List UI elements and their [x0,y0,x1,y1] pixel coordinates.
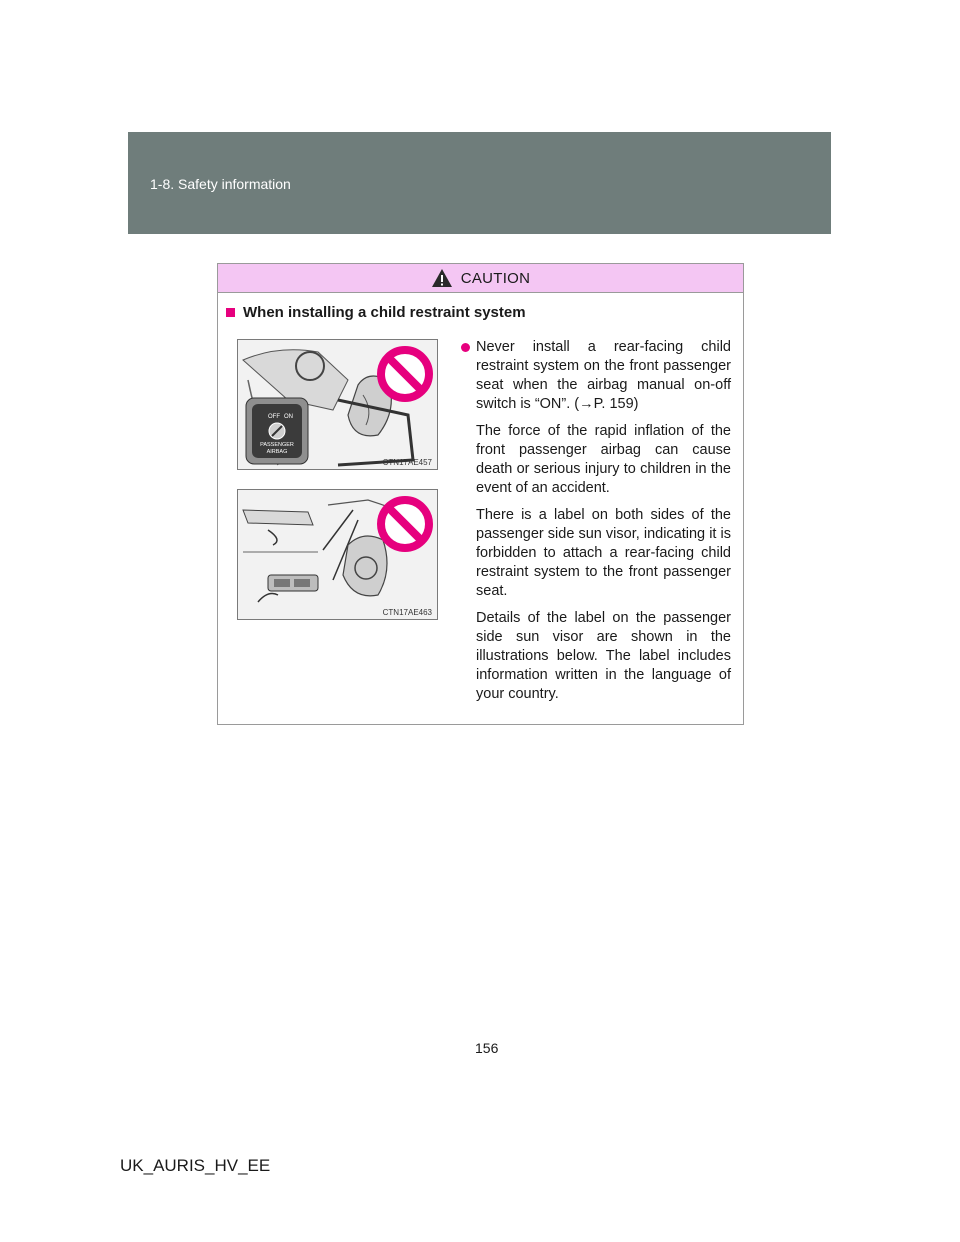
prohibition-icon [381,500,429,548]
figure-code: CTN17AE463 [382,608,432,617]
bullet-text: Never install a rear-facing child restraint system on the front passenger seat when the airbag manual on-off switch is “ON”. (→P. 159) [476,339,731,412]
switch-line2-text: AIRBAG [266,449,288,455]
page-number: 156 [475,1040,499,1056]
switch-off-text: OFF [268,414,280,420]
square-bullet-icon [226,308,235,317]
caution-header [218,264,743,293]
caution-box [217,263,744,725]
warning-triangle-icon [431,268,453,288]
figure-code: CTN17AE457 [382,458,432,467]
round-bullet-icon [461,343,470,352]
header-band [128,132,831,234]
switch-line1-text: PASSENGER [260,442,294,448]
section-heading [226,304,526,321]
paragraph-3: Details of the label on the passenger side sun visor are shown in the illustrations below. The label includes information written in the language of your country. [476,610,731,702]
section-heading-text: When installing a child restraint system [243,304,526,321]
section-title: 1-8. Safety information [150,176,291,192]
caution-label: CAUTION [460,269,531,287]
bullet-item [461,338,731,422]
paragraph-2: There is a label on both sides of the passenger side sun visor, indicating it is forbidden to attach a rear-facing child restraint system to the front passenger seat. [476,507,731,599]
prohibition-icon [381,350,429,398]
illustration-sun-visor [238,490,437,619]
document-id: UK_AURIS_HV_EE [120,1156,271,1175]
caution-text [461,338,731,712]
switch-on-text: ON [284,414,293,420]
illustration-dashboard-switch [238,340,437,469]
figure-airbag-switch [237,339,438,470]
figure-sun-visor [237,489,438,620]
paragraph-1: The force of the rapid inflation of the front passenger airbag can cause death or serious injury to children in the event of an accident. [476,423,731,496]
